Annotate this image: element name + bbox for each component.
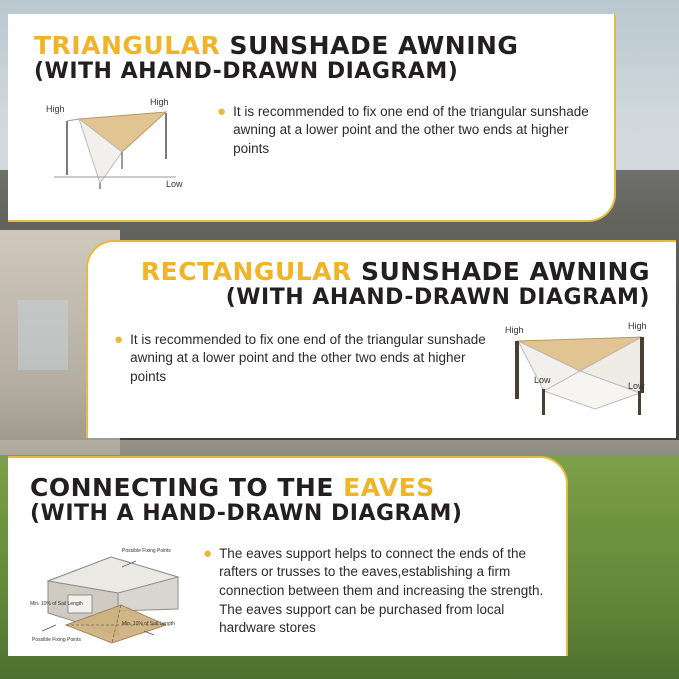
triangular-label-high-right: High — [150, 96, 169, 107]
eaves-bullet — [203, 545, 555, 638]
rectangular-subtitle: (WITH AHAND-DRAWN DIAGRAM) — [225, 285, 650, 310]
card-triangular — [8, 14, 616, 222]
triangular-title-highlight: TRIANGULAR — [34, 31, 221, 60]
rectangular-diagram-svg — [500, 319, 670, 434]
eaves-label-possible-fixing-points-top: Possible Fixing Points — [122, 547, 171, 554]
triangular-subtitle: (WITH AHAND-DRAWN DIAGRAM) — [34, 59, 459, 84]
eaves-diagram-svg — [26, 539, 191, 649]
bullet-dot-icon: ● — [114, 330, 124, 348]
eaves-diagram — [26, 539, 191, 649]
triangular-title — [34, 32, 614, 60]
triangular-diagram — [26, 97, 201, 197]
eaves-title-block — [30, 474, 566, 527]
triangular-label-low: Low — [166, 178, 183, 189]
triangular-label-high-left: High — [46, 103, 65, 114]
eaves-label-possible-fixing-points-bottom: Possible Fixing Points — [32, 636, 81, 643]
rectangular-bullet — [114, 331, 492, 387]
rectangular-label-low-right: Low — [628, 380, 645, 391]
triangular-bullet — [217, 103, 597, 159]
card-eaves — [8, 456, 568, 656]
rectangular-bullet-text: It is recommended to fix one end of the triangular sunshade awning at a lower point and the other two ends at higher points — [130, 331, 486, 384]
card-rectangular — [86, 240, 676, 438]
rectangular-label-high-left: High — [505, 324, 524, 335]
rectangular-diagram — [500, 319, 670, 434]
eaves-title — [30, 474, 566, 502]
eaves-bullet-text: The eaves support helps to connect the ends of the rafters or trusses to the eaves,establishing a firm connection between them and increasing the strength. The eaves support can be purchased from local hardware stores — [219, 545, 544, 636]
rectangular-title — [88, 258, 650, 286]
eaves-subtitle: (WITH A HAND-DRAWN DIAGRAM) — [30, 501, 463, 526]
eaves-label-min-sail-left: Min. 10% of Sail Length — [30, 600, 83, 607]
rectangular-title-rest: SUNSHADE AWNING — [351, 257, 650, 286]
triangular-bullet-text: It is recommended to fix one end of the triangular sunshade awning at a lower point and the other two ends at higher points — [233, 103, 589, 156]
triangular-title-block — [34, 32, 614, 85]
bullet-dot-icon: ● — [217, 102, 227, 120]
bullet-dot-icon: ● — [203, 544, 213, 562]
eaves-title-prefix: CONNECTING TO THE — [30, 473, 344, 502]
triangular-title-rest: SUNSHADE AWNING — [220, 31, 519, 60]
background-window — [18, 300, 68, 370]
eaves-title-highlight: EAVES — [343, 473, 435, 502]
rectangular-label-low-left: Low — [534, 374, 551, 385]
rectangular-title-block — [88, 258, 650, 311]
eaves-label-min-sail-right: Min. 10% of Sail Length — [122, 620, 175, 627]
rectangular-title-highlight: RECTANGULAR — [140, 257, 352, 286]
rectangular-label-high-right: High — [628, 320, 647, 331]
